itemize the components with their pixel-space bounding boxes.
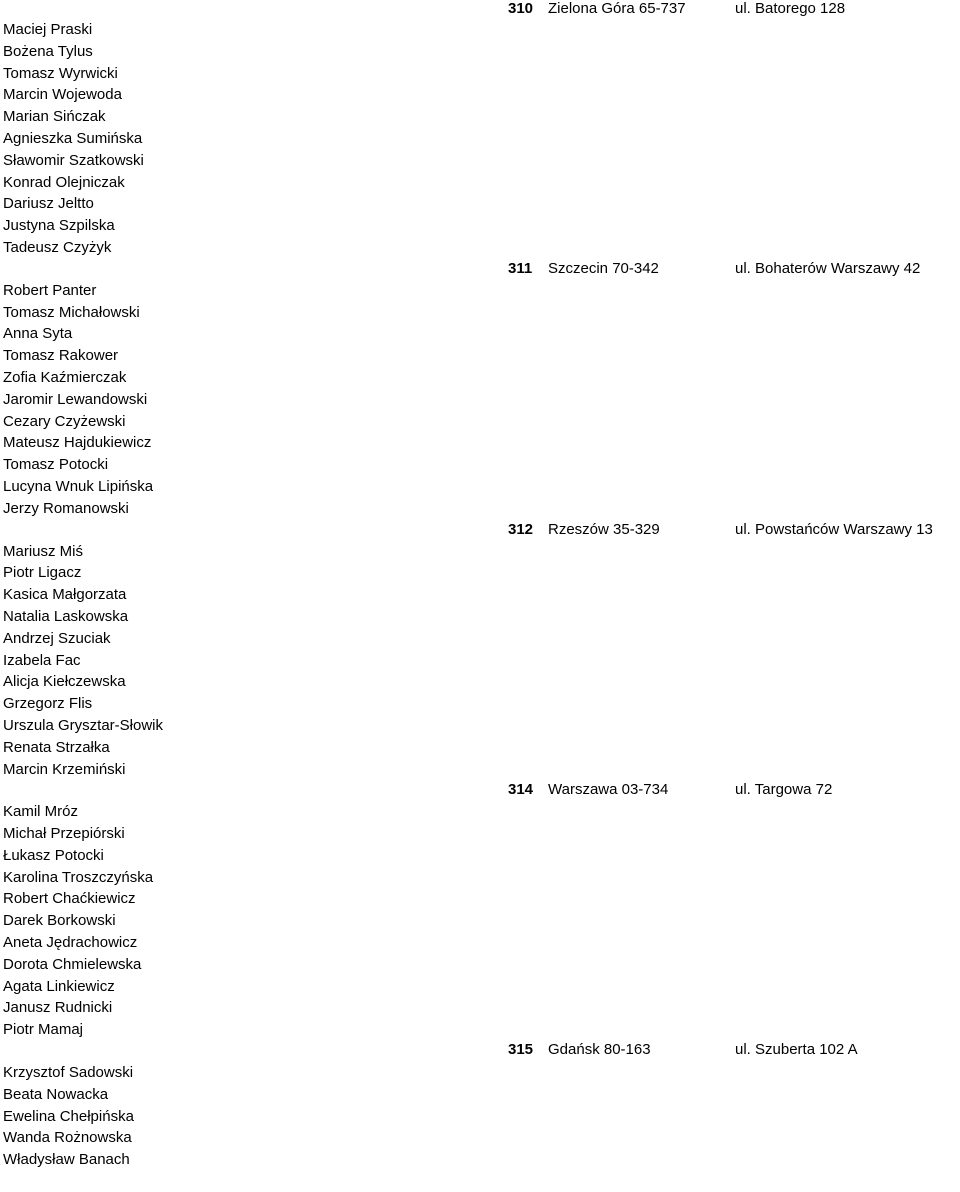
person-name: Cezary Czyżewski — [3, 412, 126, 430]
person-name: Izabela Fac — [3, 651, 81, 669]
person-name: Jaromir Lewandowski — [3, 390, 148, 408]
person-name: Piotr Mamaj — [3, 1021, 84, 1039]
name-group — [3, 801, 223, 1041]
person-name: Tomasz Potocki — [3, 456, 109, 474]
person-name: Grzegorz Flis — [3, 695, 93, 713]
person-name: Michał Przepiórski — [3, 825, 125, 843]
name-group — [3, 541, 223, 781]
person-name: Justyna Szpilska — [3, 217, 115, 235]
person-name: Bożena Tylus — [3, 42, 93, 60]
person-name: Piotr Ligacz — [3, 564, 82, 582]
names-column — [3, 19, 223, 1192]
office-street: ul. Powstańców Warszawy 13 — [735, 521, 933, 538]
person-name: Alicja Kiełczewska — [3, 673, 126, 691]
office-city: Szczecin 70-342 — [548, 260, 659, 277]
person-name: Anna Syta — [3, 325, 73, 343]
person-name: Wanda Rożnowska — [3, 1129, 132, 1147]
office-city: Zielona Góra 65-737 — [548, 0, 686, 17]
person-name: Urszula Grysztar-Słowik — [3, 716, 164, 734]
office-city: Rzeszów 35-329 — [548, 521, 660, 538]
person-name: Łukasz Potocki — [3, 846, 104, 864]
name-group — [3, 280, 223, 520]
person-name: Renata Strzałka — [3, 738, 110, 756]
office-number: 315 — [508, 1041, 534, 1058]
person-name: Tomasz Wyrwicki — [3, 64, 118, 82]
person-name: Karolina Troszczyńska — [3, 868, 154, 886]
person-name: Tomasz Michałowski — [3, 303, 140, 321]
office-city: Gdańsk 80-163 — [548, 1041, 651, 1058]
person-name: Konrad Olejniczak — [3, 173, 125, 191]
office-number: 310 — [508, 0, 534, 17]
office-street: ul. Batorego 128 — [735, 0, 846, 17]
person-name: Tadeusz Czyżyk — [3, 238, 112, 256]
office-street: ul. Szuberta 102 A — [735, 1041, 858, 1058]
office-street: ul. Targowa 72 — [735, 781, 833, 798]
person-name: Andrzej Szuciak — [3, 629, 111, 647]
office-number: 314 — [508, 781, 534, 798]
person-name: Marian Sińczak — [3, 108, 106, 126]
person-name: Krzysztof Sadowski — [3, 1064, 134, 1082]
person-name: Marcin Wojewoda — [3, 86, 122, 104]
person-name: Ewelina Chełpińska — [3, 1107, 134, 1125]
person-name: Mariusz Miś — [3, 542, 84, 560]
person-name: Dorota Chmielewska — [3, 955, 142, 973]
person-name: Agata Linkiewicz — [3, 977, 115, 995]
office-city: Warszawa 03-734 — [548, 781, 669, 798]
person-name: Sławomir Szatkowski — [3, 151, 144, 169]
person-name: Kamil Mróz — [3, 803, 79, 821]
person-name: Natalia Laskowska — [3, 607, 129, 625]
person-name: Darek Borkowski — [3, 912, 116, 930]
person-name: Kasica Małgorzata — [3, 586, 127, 604]
person-name: Robert Panter — [3, 281, 97, 299]
office-number: 311 — [508, 260, 533, 277]
person-name: Dariusz Jeltto — [3, 195, 94, 213]
office-street: ul. Bohaterów Warszawy 42 — [735, 260, 921, 277]
office-number: 312 — [508, 521, 534, 538]
person-name: Janusz Rudnicki — [3, 999, 113, 1017]
person-name: Marcin Krzemiński — [3, 760, 126, 778]
person-name: Lucyna Wnuk Lipińska — [3, 477, 154, 495]
person-name: Robert Chaćkiewicz — [3, 890, 136, 908]
person-name: Tomasz Rakower — [3, 347, 119, 365]
person-name: Władysław Banach — [3, 1151, 130, 1169]
person-name: Jerzy Romanowski — [3, 499, 129, 517]
name-group — [3, 19, 223, 259]
person-name: Agnieszka Sumińska — [3, 129, 143, 147]
person-name: Aneta Jędrachowicz — [3, 934, 138, 952]
person-name: Beata Nowacka — [3, 1085, 109, 1103]
person-name: Maciej Praski — [3, 21, 93, 38]
person-name: Zofia Kaźmierczak — [3, 368, 127, 386]
person-name: Mateusz Hajdukiewicz — [3, 434, 152, 452]
name-group — [3, 1062, 223, 1171]
